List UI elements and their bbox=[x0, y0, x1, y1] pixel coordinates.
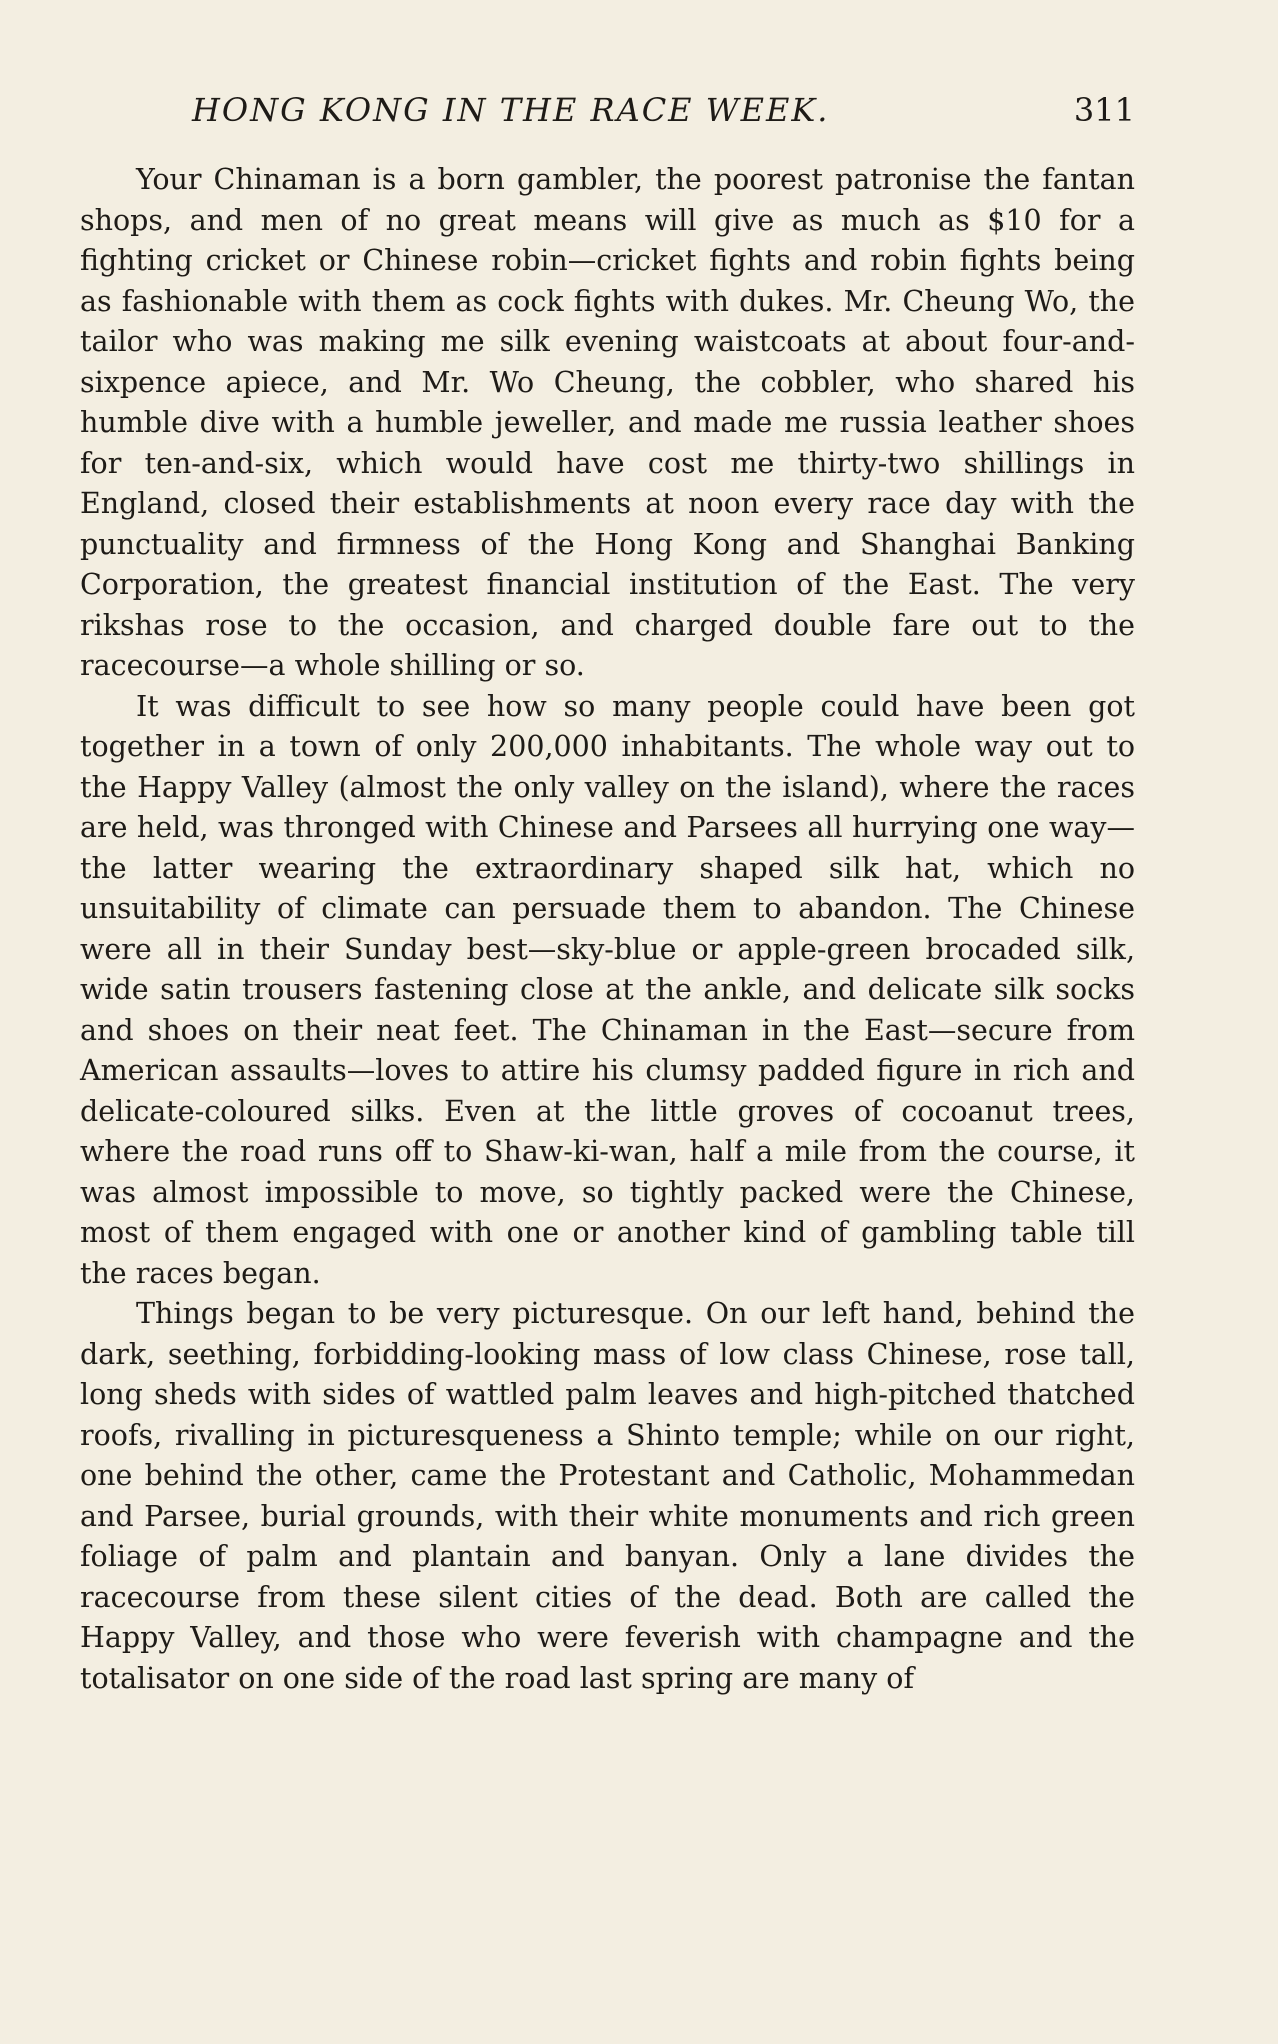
page-number: 311 bbox=[1073, 91, 1135, 129]
paragraph-happy-valley: Things began to be very picturesque. On our left hand, behind the dark, seething, forbidding-looking mass of low class Chinese, rose tall, long sheds with sides of wattled palm leaves and high-pitched thatched roofs, rivalling in picturesqueness a Shinto temple; while on our right, one behind the other, came the Protestant and Catholic, Mohammedan and Parsee, burial grounds, with their white monuments and rich green foliage of palm and plantain and banyan. Only a lane divides the racecourse from these silent cities of the dead. Both are called the Happy Valley, and those who were feverish with champagne and the totalisator on one side of the road last spring are many of bbox=[80, 1297, 1135, 1695]
running-head bbox=[80, 88, 1135, 132]
paragraph-crowds: It was difficult to see how so many people could have been got together in a town of only 200,000 inhabitants. The whole way out to the Happy Valley (almost the only valley on the island), where the races are held, was thronged with Chinese and Parsees all hurrying one way—the latter wearing the extraordinary shaped silk hat, which no unsuitability of climate can persuade them to abandon. The Chinese were all in their Sunday best—sky-blue or apple-green brocaded silk, wide satin trousers fastening close at the ankle, and delicate silk socks and shoes on their neat feet. The Chinaman in the East—secure from American assaults—loves to attire his clumsy padded figure in rich and delicate-coloured silks. Even at the little groves of cocoanut trees, where the road runs off to Shaw-ki-wan, half a mile from the course, it was almost impossible to move, so tightly packed were the Chinese, most of them engaged with one or another kind of gambling table till the races began. bbox=[80, 689, 1135, 1290]
paragraph-gambling: Your Chinaman is a born gambler, the poorest patronise the fantan shops, and men of no great means will give as much as $10 for a fighting cricket or Chinese robin—cricket fights and robin fights being as fashionable with them as cock fights with dukes. Mr. Cheung Wo, the tailor who was making me silk evening waistcoats at about four-and-sixpence apiece, and Mr. Wo Cheung, the cobbler, who shared his humble dive with a humble jeweller, and made me russia leather shoes for ten-and-six, which would have cost me thirty-two shillings in England, closed their establishments at noon every race day with the punctuality and firmness of the Hong Kong and Shanghai Banking Corporation, the greatest financial institution of the East. The very rikshas rose to the occasion, and charged double fare out to the racecourse—a whole shilling or so. bbox=[80, 163, 1135, 682]
running-title: HONG KONG IN THE RACE WEEK. bbox=[192, 91, 830, 129]
book-page bbox=[80, 0, 1135, 2044]
body-text bbox=[80, 160, 1135, 1699]
